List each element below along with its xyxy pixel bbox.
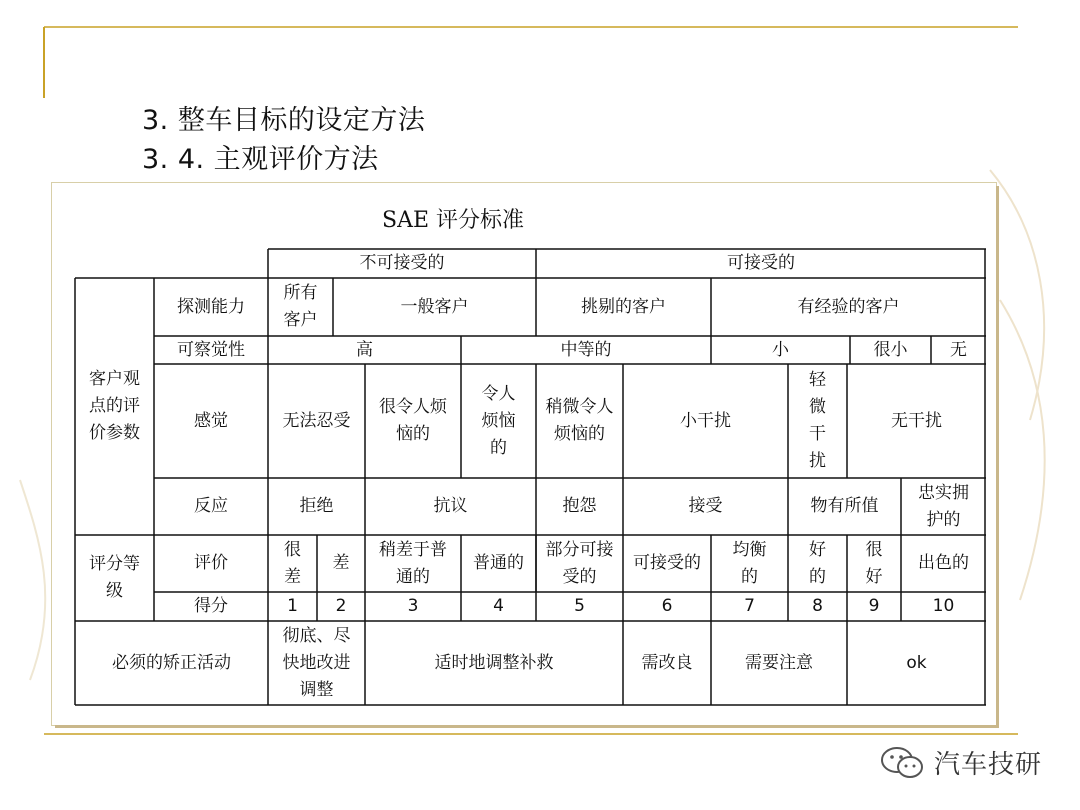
group-customer-view: 客户观点的评价参数 — [89, 369, 140, 443]
row-label-evaluation: 评价 — [194, 553, 228, 573]
score-cell: 4 — [493, 596, 504, 616]
correction-cell: 需要注意 — [745, 652, 813, 673]
evaluation-cell: 很好 — [865, 539, 883, 587]
slide-heading-1: 3. 整车目标的设定方法 — [142, 105, 426, 136]
detect-general-customers: 一般客户 — [400, 296, 469, 317]
feeling-cell: 轻微干扰 — [809, 370, 826, 471]
score-cell: 1 — [287, 596, 298, 616]
reaction-cell: 抱怨 — [562, 496, 597, 516]
feeling-cell: 小干扰 — [680, 410, 731, 431]
score-cell: 10 — [932, 596, 955, 616]
wechat-icon — [880, 746, 926, 780]
evaluation-cell: 差 — [332, 553, 350, 573]
watermark — [880, 744, 1042, 781]
evaluation-cell: 很差 — [284, 539, 301, 587]
evaluation-cell: 好的 — [809, 539, 826, 587]
feeling-cell: 无干扰 — [891, 410, 942, 431]
perceivability-cell: 无 — [950, 339, 967, 360]
header-acceptable: 可接受的 — [727, 253, 795, 273]
reaction-cell: 抗议 — [433, 496, 468, 516]
header-unacceptable: 不可接受的 — [359, 253, 445, 273]
correction-cell: ok — [906, 652, 927, 673]
perceivability-cell: 小 — [772, 339, 789, 360]
evaluation-cell: 普通的 — [473, 553, 524, 573]
sae-rating-table — [74, 248, 986, 706]
correction-cell: 彻底、尽快地改进调整 — [282, 625, 351, 700]
feeling-cell: 令人烦恼的 — [481, 383, 516, 458]
correction-cell: 适时地调整补救 — [434, 652, 554, 673]
perceivability-cell: 中等的 — [560, 339, 612, 360]
row-label-reaction: 反应 — [194, 496, 228, 516]
score-cell: 2 — [335, 596, 347, 616]
group-correction: 必须的矫正活动 — [112, 652, 231, 673]
score-cell: 5 — [574, 596, 585, 616]
perceivability-cell: 很小 — [873, 339, 908, 360]
reaction-cell: 忠实拥护的 — [918, 482, 969, 530]
detect-experienced-customers: 有经验的客户 — [797, 296, 900, 317]
slide-heading-2: 3. 4. 主观评价方法 — [142, 144, 379, 175]
correction-cell: 需改良 — [641, 652, 693, 673]
evaluation-cell: 稍差于普通的 — [379, 539, 447, 587]
evaluation-cell: 均衡的 — [732, 539, 767, 587]
evaluation-cell: 部分可接受的 — [545, 539, 614, 587]
row-label-detect: 探测能力 — [177, 296, 245, 317]
evaluation-cell: 可接受的 — [633, 553, 701, 573]
row-label-perceivability: 可察觉性 — [177, 339, 245, 360]
reaction-cell: 拒绝 — [299, 496, 334, 516]
row-label-score: 得分 — [194, 596, 228, 616]
sae-document-image — [52, 183, 996, 725]
score-cell: 7 — [744, 596, 755, 616]
feeling-cell: 很令人烦恼的 — [379, 397, 447, 444]
score-cell: 6 — [661, 596, 673, 616]
group-rating-grade: 评分等级 — [89, 554, 140, 601]
row-label-feeling: 感觉 — [194, 410, 228, 431]
detect-picky-customers: 挑剔的客户 — [581, 296, 666, 317]
document-title: SAE 评分标准 — [382, 208, 525, 233]
feeling-cell: 稍微令人烦恼的 — [545, 397, 614, 444]
score-cell: 3 — [407, 596, 419, 616]
feeling-cell: 无法忍受 — [282, 410, 351, 431]
watermark-text: 汽车技研 — [934, 750, 1043, 780]
perceivability-cell: 高 — [356, 339, 373, 360]
score-cell: 8 — [812, 596, 823, 616]
detect-all-customers: 所有客户 — [283, 283, 318, 330]
evaluation-cell: 出色的 — [918, 553, 969, 573]
reaction-cell: 接受 — [688, 496, 723, 516]
score-cell: 9 — [868, 596, 880, 616]
reaction-cell: 物有所值 — [810, 496, 879, 516]
